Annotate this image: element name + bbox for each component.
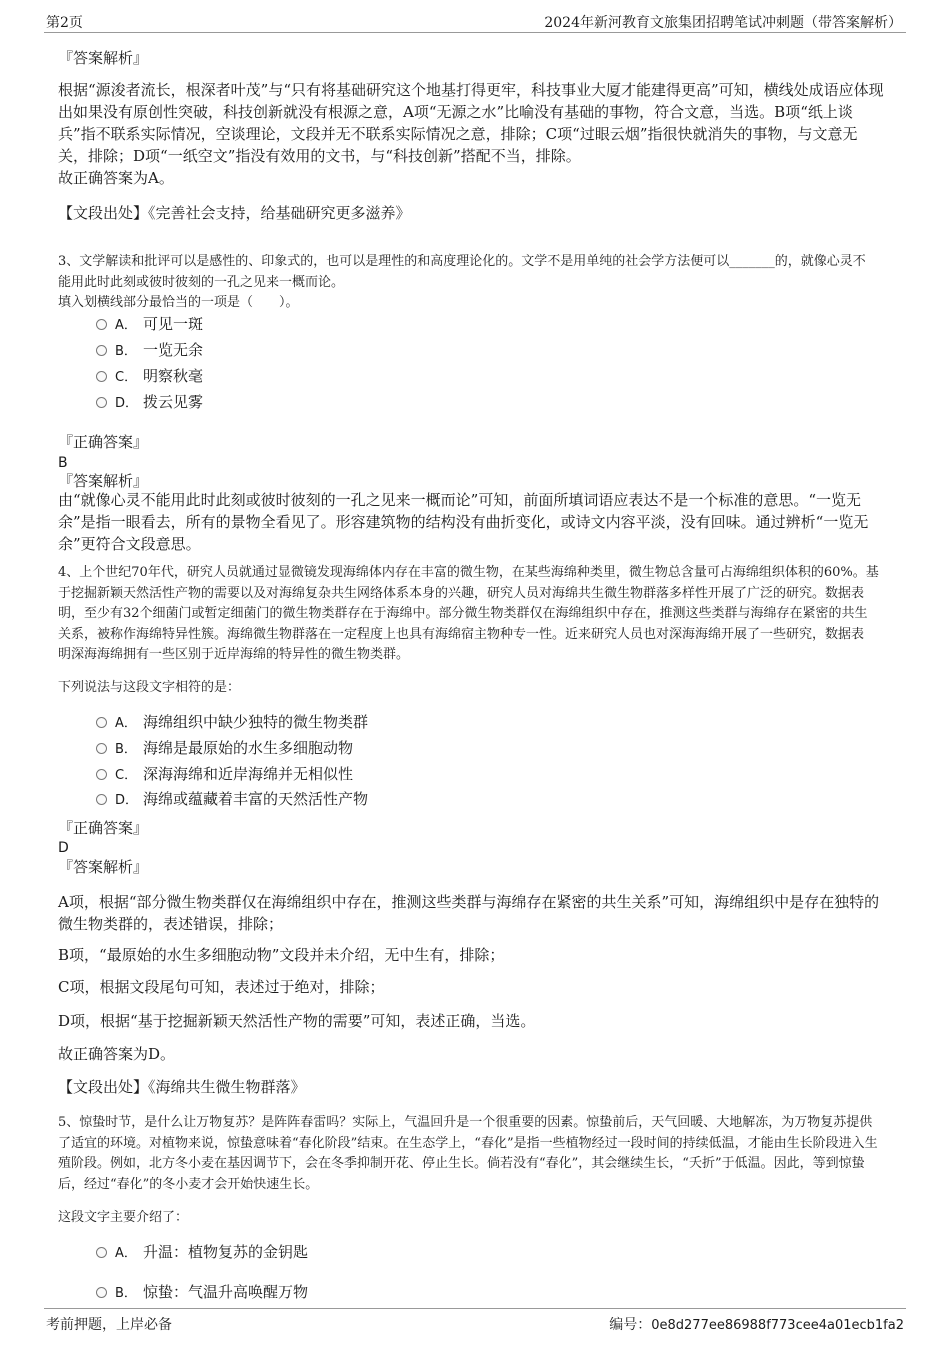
- radio-icon[interactable]: [96, 769, 107, 780]
- q4-analysis-c: C项，根据文段尾句可知，表述过于绝对，排除；: [58, 978, 385, 996]
- option-key: A．: [115, 318, 137, 333]
- q4-analysis-b: B项，“最原始的水生多细胞动物”文段并未介绍，无中生有，排除；: [58, 946, 505, 964]
- q4-stem-line: 关系，被称作海绵特异性簇。海绵微生物群落在一定程度上也具有海绵宿主物种专一性。近来研究人员也对深海海绵开展了一些研究，数据表: [58, 626, 865, 642]
- q3-stem-line: 能用此时此刻或彼时彼刻的一孔之见来一概而论。: [58, 274, 345, 290]
- footer-code-value: 0e8d277ee86988f773cee4a01ecb1fa2: [651, 1318, 904, 1333]
- q4-stem-line: 于挖掘新颖天然活性产物的需要以及对海绵复杂共生网络体系本身的兴趣，研究人员对海绵共生微生物群落多样性开展了广泛的研究。数据表: [58, 585, 865, 601]
- option-text: 拨云见雾: [143, 393, 204, 411]
- page-number: 第2页: [46, 15, 83, 31]
- q3-answer-title: 『正确答案』: [58, 433, 149, 451]
- option-key: A．: [115, 716, 137, 731]
- q5-option-b[interactable]: [96, 1280, 308, 1304]
- q4-analysis-a: [58, 891, 890, 935]
- option-key: B．: [115, 1286, 137, 1301]
- q4-option-a[interactable]: [96, 710, 368, 734]
- q5-stem-line: 5、惊蛰时节，是什么让万物复苏？是阵阵春雷吗？实际上，气温回升是一个很重要的因素。惊蛰前后，天气回暖、大地解冻，为万物复苏提供: [58, 1115, 873, 1130]
- q5-stem-line: 殖阶段。例如，北方冬小麦在基因调节下，会在冬季抑制开花、停止生长。倘若没有“春化”，其会继续生长，“夭折”于低温。因此，等到惊蛰: [58, 1156, 865, 1171]
- q4-stem-line: 4、上个世纪70年代，研究人员就通过显微镜发现海绵体内存在丰富的微生物，在某些海绵种类里，微生物总含量可占海绵组织体积的60%。基: [58, 565, 879, 580]
- q4-option-c[interactable]: [96, 762, 353, 786]
- q4-analysis-d: D项，根据“基于挖掘新颖天然活性产物的需要”可知，表述正确，当选。: [58, 1012, 536, 1030]
- q4-stem-line: 明深海海绵拥有一些区别于近岸海绵的特异性的微生物类群。: [58, 647, 410, 662]
- footer-code: [609, 1314, 904, 1334]
- q4-answer-title: 『正确答案』: [58, 819, 149, 837]
- page-footer: [0, 1308, 950, 1345]
- q2-analysis-line: 兵”指不联系实际情况，空谈理论，文段并无不联系实际情况之意，排除；C项“过眼云烟”指很快就消失的事物，与文意无: [58, 125, 858, 143]
- q4-option-d[interactable]: [96, 787, 368, 811]
- option-text: 升温：植物复苏的金钥匙: [143, 1243, 309, 1261]
- q2-analysis-line: 出如果没有原创性突破，科技创新就没有根源之意，A项“无源之水”比喻没有基础的事物，符合文意，当选。B项“纸上谈: [58, 103, 853, 121]
- q4-option-b[interactable]: [96, 736, 353, 760]
- q3-option-c[interactable]: [96, 364, 203, 388]
- option-key: D．: [115, 396, 139, 411]
- header-divider: [44, 32, 906, 33]
- q5-stem-line: 了适宜的环境。对植物来说，惊蛰意味着“春化阶段”结束。在生态学上，“春化”是指一些植物经过一段时间的持续低温，才能由生长阶段进入生: [58, 1135, 878, 1151]
- radio-icon[interactable]: [96, 1247, 107, 1258]
- q3-analysis-line: 由“就像心灵不能用此时此刻或彼时彼刻的一孔之见来一概而论”可知，前面所填词语应表达不是一个标准的意思。“一览无: [58, 491, 862, 509]
- option-key: B．: [115, 742, 137, 757]
- q3-analysis-title: 『答案解析』: [58, 472, 149, 490]
- option-key: D．: [115, 793, 139, 808]
- q3-answer-letter: B: [58, 455, 68, 471]
- q4-analysis-line: A项，根据“部分微生物类群仅在海绵组织中存在，推测这些类群与海绵存在紧密的共生关系”可知，海绵组织中是存在独特的: [58, 893, 880, 911]
- q4-stem: [58, 563, 890, 666]
- q5-option-a[interactable]: [96, 1240, 308, 1264]
- option-text: 明察秋毫: [143, 367, 204, 385]
- q4-stem-line: 明，至少有32个细菌门或暂定细菌门的微生物类群存在于海绵中。部分微生物类群仅在海绵组织中存在，推测这些类群与海绵存在紧密的共生: [58, 606, 868, 621]
- radio-icon[interactable]: [96, 1287, 107, 1298]
- q2-source: 【文段出处】《完善社会支持，给基础研究更多滋养》: [58, 204, 411, 222]
- q4-analysis-line: 微生物类群的，表述错误，排除；: [58, 915, 284, 933]
- radio-icon[interactable]: [96, 371, 107, 382]
- q4-answer-letter: D: [58, 840, 69, 856]
- q5-stem: [58, 1113, 890, 1195]
- q5-prompt: 这段文字主要介绍了：: [58, 1210, 189, 1225]
- q3-stem-line: 3、文学解读和批评可以是感性的、印象式的，也可以是理性的和高度理论化的。文学不是用单纯的社会学方法便可以_______的，就像心灵不: [58, 254, 866, 269]
- option-text: 可见一斑: [143, 315, 204, 333]
- q2-conclusion: 故正确答案为A。: [58, 169, 174, 187]
- footer-slogan: 考前押题，上岸必备: [46, 1317, 172, 1333]
- q4-source: 【文段出处】《海绵共生微生物群落》: [58, 1078, 306, 1096]
- radio-icon[interactable]: [96, 794, 107, 805]
- q3-analysis-line: 余”是指一眼看去，所有的景物全看见了。形容建筑物的结构没有曲折变化，或诗文内容平淡，没有回味。通过辨析“一览无: [58, 513, 869, 531]
- q3-analysis-text: [58, 489, 890, 555]
- radio-icon[interactable]: [96, 717, 107, 728]
- q3-option-d[interactable]: [96, 390, 203, 414]
- option-text: 海绵或蕴藏着丰富的天然活性产物: [143, 790, 369, 808]
- q3-option-b[interactable]: [96, 338, 203, 362]
- footer-code-label: 编号：: [609, 1317, 652, 1333]
- option-key: C．: [115, 370, 138, 385]
- option-text: 深海海绵和近岸海绵并无相似性: [143, 765, 354, 783]
- q2-analysis-line: 根据“源浚者流长，根深者叶茂”与“只有将基础研究这个地基打得更牢，科技事业大厦才能建得更高”可知，横线处成语应体现: [58, 81, 884, 99]
- page-header: [0, 0, 950, 34]
- q4-analysis-title: 『答案解析』: [58, 858, 149, 876]
- document-title: 2024年新河教育文旅集团招聘笔试冲刺题（带答案解析）: [544, 15, 902, 31]
- option-key: C．: [115, 768, 138, 783]
- option-key: A．: [115, 1246, 137, 1261]
- option-text: 海绵是最原始的水生多细胞动物: [143, 739, 354, 757]
- q4-prompt: 下列说法与这段文字相符的是：: [58, 680, 241, 695]
- q3-stem-line: 填入划横线部分最恰当的一项是（ ）。: [58, 295, 299, 310]
- q5-stem-line: 后，经过“春化”的冬小麦才会开始快速生长。: [58, 1176, 319, 1192]
- option-key: B．: [115, 344, 137, 359]
- radio-icon[interactable]: [96, 319, 107, 330]
- radio-icon[interactable]: [96, 743, 107, 754]
- q3-option-a[interactable]: [96, 312, 203, 336]
- q3-analysis-line: 余”更符合文段意思。: [58, 535, 201, 553]
- footer-divider: [44, 1308, 906, 1309]
- radio-icon[interactable]: [96, 397, 107, 408]
- q2-analysis-line: 关，排除；D项“一纸空文”指没有效用的文书，与“科技创新”搭配不当，排除。: [58, 147, 581, 165]
- q2-analysis-text: [58, 79, 890, 167]
- option-text: 惊蛰：气温升高唤醒万物: [143, 1283, 309, 1301]
- option-text: 一览无余: [143, 341, 204, 359]
- q2-analysis-title: 『答案解析』: [58, 49, 149, 67]
- option-text: 海绵组织中缺少独特的微生物类群: [143, 713, 369, 731]
- radio-icon[interactable]: [96, 345, 107, 356]
- q3-stem: [58, 252, 890, 314]
- q4-conclusion: 故正确答案为D。: [58, 1045, 176, 1063]
